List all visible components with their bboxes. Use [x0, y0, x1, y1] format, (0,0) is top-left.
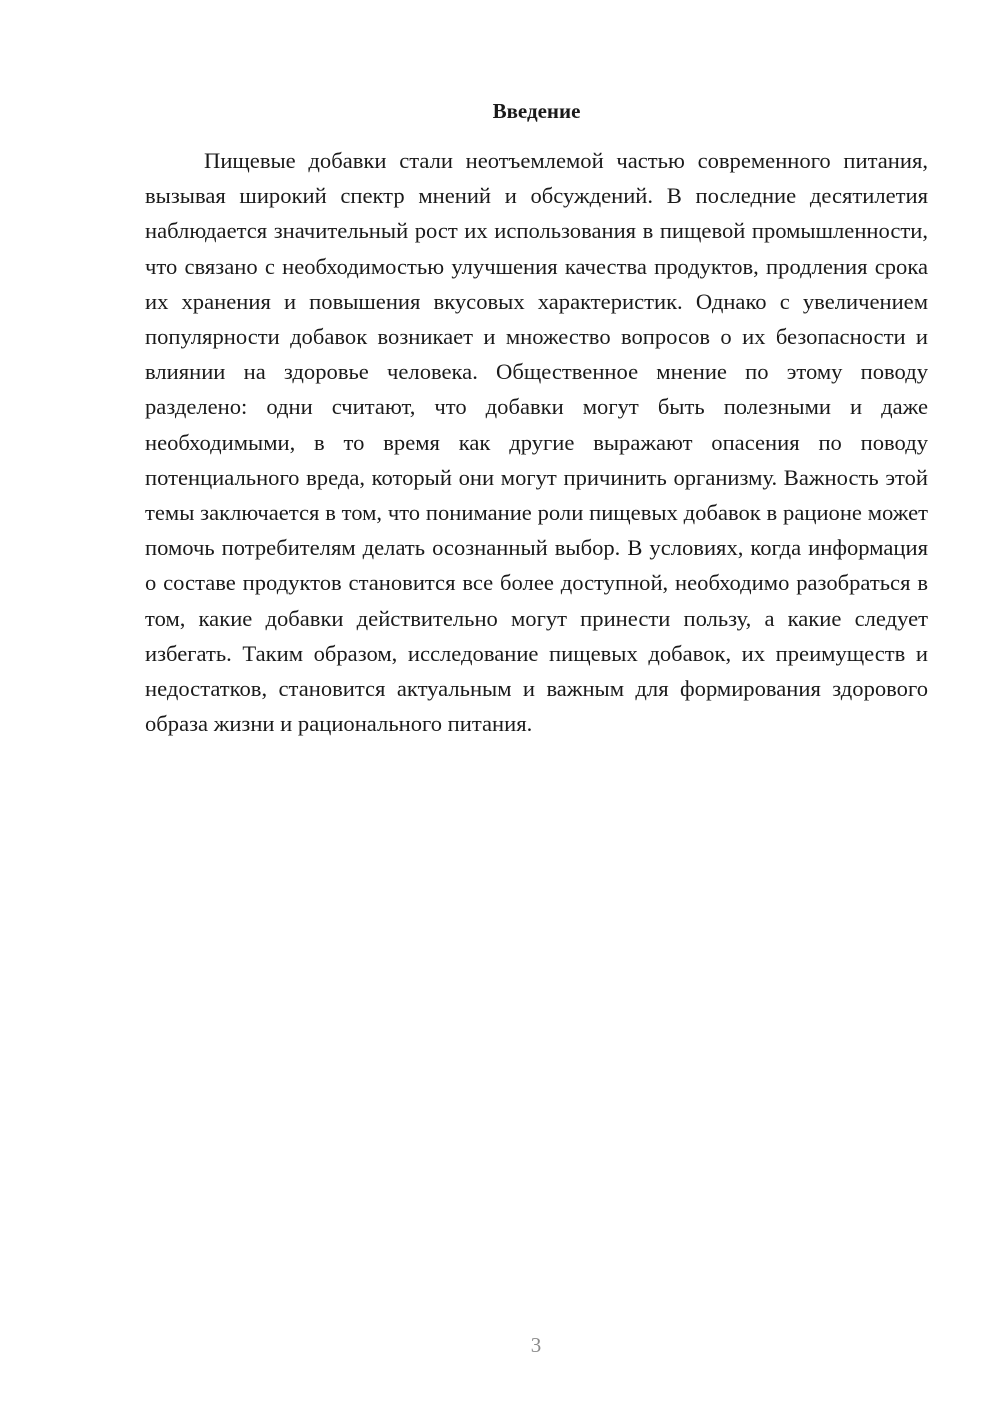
page-number: 3: [530, 1333, 542, 1357]
body-paragraph: Пищевые добавки стали неотъемлемой частью современного питания, вызывая широкий спектр мнений и обсуждений. В последние десятилетия наблюдается значительный рост их использования в пищевой промышленности, что связано с необходимостью улучшения качества продуктов, продления срока их хранения и повышения вкусовых характеристик. Однако с увеличением популярности добавок возникает и множество вопросов о их безопасности и влиянии на здоровье человека. Общественное мнение по этому поводу разделено: одни считают, что добавки могут быть полезными и даже необходимыми, в то время как другие выражают опасения по поводу потенциального вреда, который они могут причинить организму. Важность этой темы заключается в том, что понимание роли пищевых добавок в рационе может помочь потребителям делать осознанный выбор. В условиях, когда информация о составе продуктов становится все более доступной, необходимо разобраться в том, какие добавки действительно могут принести пользу, а какие следует избегать. Таким образом, исследование пищевых добавок, их преимуществ и недостатков, становится актуальным и важным для формирования здорового образа жизни и рационального питания.: [145, 148, 928, 737]
section-heading: Введение: [492, 99, 581, 123]
